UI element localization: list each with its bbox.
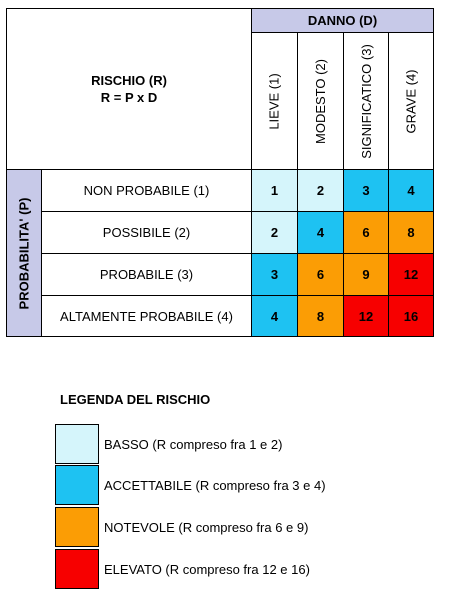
risk-cell: 4	[388, 169, 434, 212]
damage-level-header-3	[343, 32, 389, 170]
legend-label: ACCETTABILE (R compreso fra 3 e 4)	[104, 477, 326, 493]
probability-row-label: NON PROBABILE (1)	[41, 169, 252, 212]
risk-cell: 9	[343, 253, 389, 296]
damage-level-header-4	[388, 32, 434, 170]
legend-title: LEGENDA DEL RISCHIO	[60, 392, 211, 407]
risk-formula: R = P x D	[100, 90, 158, 105]
legend-item-elevato	[55, 549, 310, 589]
risk-matrix	[6, 8, 434, 337]
risk-formula-header	[6, 8, 252, 170]
probability-row-label: PROBABILE (3)	[41, 253, 252, 296]
legend-swatch	[55, 507, 99, 547]
legend-label: ELEVATO (R compreso fra 12 e 16)	[104, 561, 310, 577]
damage-level-header-1	[251, 32, 298, 170]
risk-title: RISCHIO (R)	[91, 73, 167, 88]
risk-cell: 3	[251, 253, 298, 296]
damage-level-header-2	[297, 32, 344, 170]
risk-cell: 3	[343, 169, 389, 212]
risk-cell: 6	[343, 211, 389, 254]
probability-row-label: POSSIBILE (2)	[41, 211, 252, 254]
risk-cell: 12	[388, 253, 434, 296]
risk-cell: 12	[343, 295, 389, 337]
legend-item-accettabile	[55, 465, 326, 505]
damage-level-label: MODESTO (2)	[313, 58, 328, 144]
damage-header: DANNO (D)	[251, 8, 434, 33]
legend-label: NOTEVOLE (R compreso fra 6 e 9)	[104, 519, 309, 535]
damage-level-label: SIGNIFICATICO (3)	[358, 43, 374, 159]
risk-cell: 4	[251, 295, 298, 337]
probability-header-label: PROBABILITA' (P)	[16, 197, 32, 309]
legend-swatch	[55, 465, 99, 505]
risk-cell: 16	[388, 295, 434, 337]
risk-cell: 8	[297, 295, 344, 337]
probability-header	[6, 169, 42, 337]
risk-cell: 4	[297, 211, 344, 254]
legend-item-notevole	[55, 507, 308, 547]
risk-cell: 2	[251, 211, 298, 254]
legend-swatch	[55, 549, 99, 589]
risk-cell: 2	[297, 169, 344, 212]
legend-item-basso	[55, 424, 282, 464]
legend-label: BASSO (R compreso fra 1 e 2)	[104, 436, 283, 452]
legend-swatch	[55, 424, 99, 464]
probability-row-label: ALTAMENTE PROBABILE (4)	[41, 295, 252, 337]
risk-cell: 1	[251, 169, 298, 212]
damage-level-label: LIEVE (1)	[267, 72, 283, 130]
risk-cell: 8	[388, 211, 434, 254]
risk-cell: 6	[297, 253, 344, 296]
damage-level-label: GRAVE (4)	[403, 68, 419, 134]
